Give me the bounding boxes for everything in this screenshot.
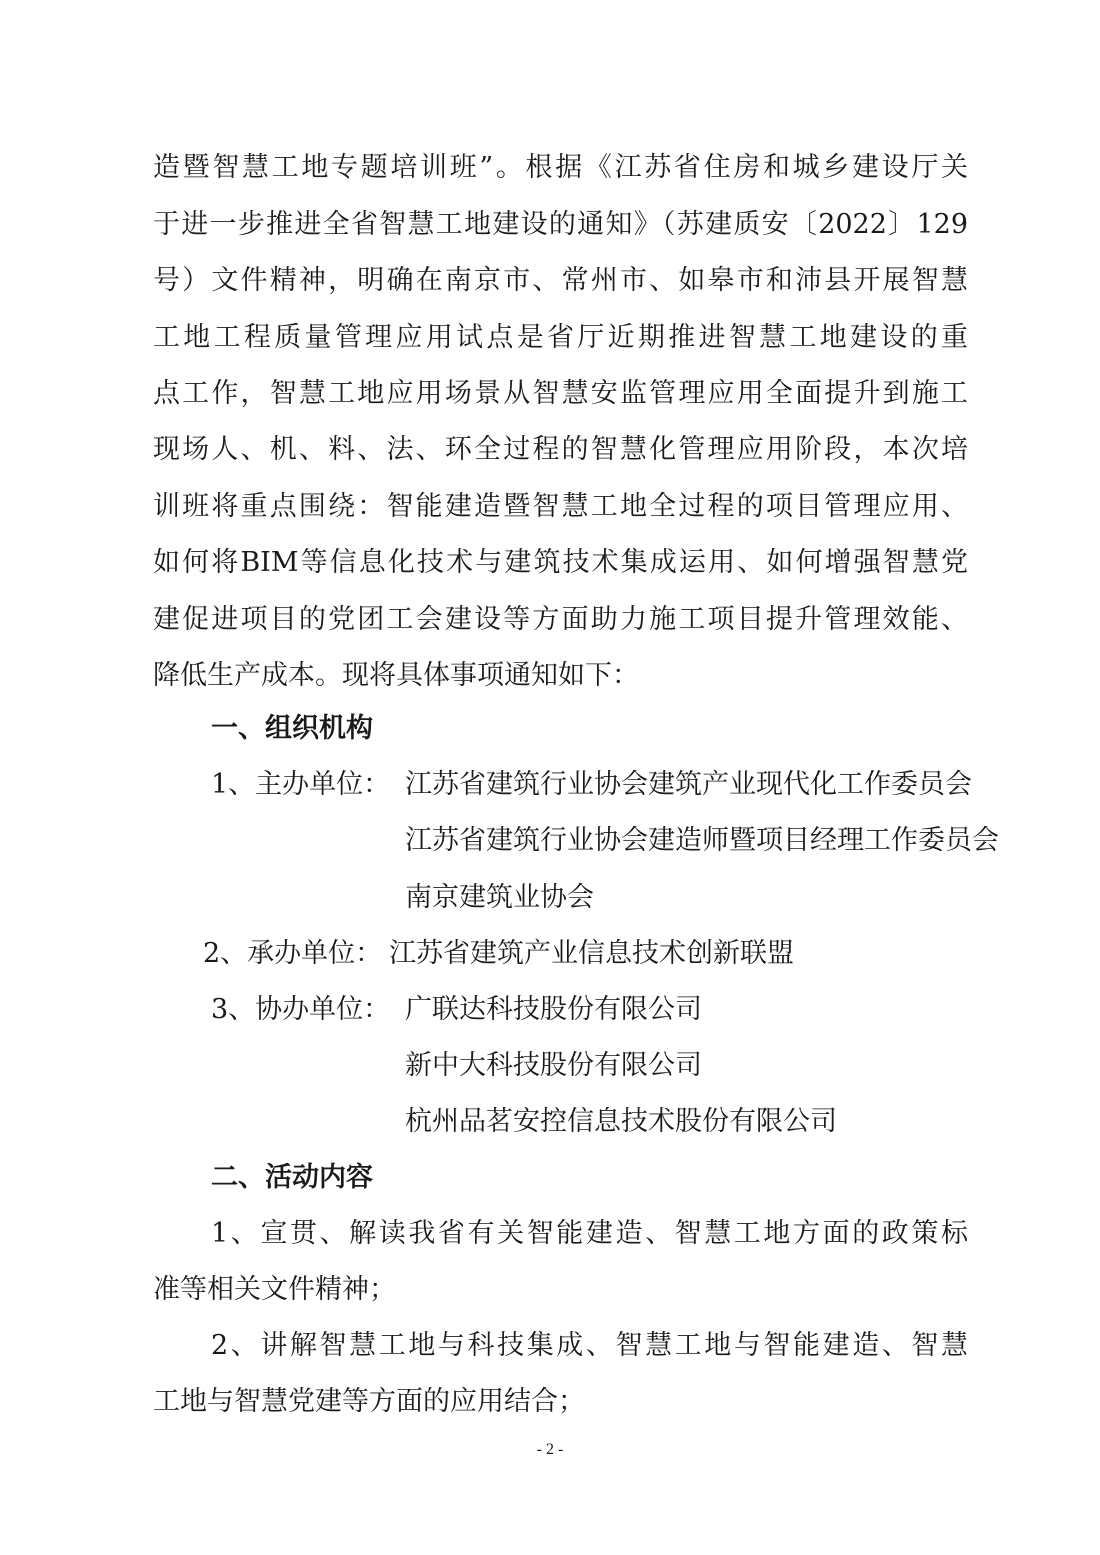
intro-line-1: 造暨智慧工地专题培训班”。根据《江苏省住房和城乡建设厅关 xyxy=(153,152,968,183)
activity-2-line-2: 工地与智慧党建等方面的应用结合； xyxy=(153,1386,585,1417)
co-organizer-3: 杭州品茗安控信息技术股份有限公司 xyxy=(405,1106,837,1137)
intro-line-6: 现场人、机、料、法、环全过程的智慧化管理应用阶段，本次培 xyxy=(153,434,968,465)
page-number: - 2 - xyxy=(536,1441,564,1458)
intro-line-8: 如何将BIM等信息化技术与建筑技术集成运用、如何增强智慧党 xyxy=(153,547,968,578)
intro-line-4: 工地工程质量管理应用试点是省厅近期推进智慧工地建设的重 xyxy=(153,322,968,353)
intro-line-7: 训班将重点围绕：智能建造暨智慧工地全过程的项目管理应用、 xyxy=(153,491,968,522)
organizer-2: 江苏省建筑行业协会建造师暨项目经理工作委员会 xyxy=(405,825,999,856)
intro-line-2: 于进一步推进全省智慧工地建设的通知》（苏建质安〔2022〕129 xyxy=(153,209,968,240)
host-label: 2、承办单位： xyxy=(203,938,383,969)
host-unit: 江苏省建筑产业信息技术创新联盟 xyxy=(389,938,794,969)
co-organizer-2: 新中大科技股份有限公司 xyxy=(405,1050,702,1081)
section-heading-activities: 二、活动内容 xyxy=(211,1162,373,1193)
intro-line-10: 降低生产成本。现将具体事项通知如下： xyxy=(153,660,639,691)
section-heading-organization: 一、组织机构 xyxy=(211,713,373,744)
organizer-label: 1、主办单位： xyxy=(211,769,391,800)
co-organizer-label: 3、协办单位： xyxy=(211,994,391,1025)
activity-1-line-1: 1、宣贯、解读我省有关智能建造、智慧工地方面的政策标 xyxy=(211,1218,968,1249)
intro-line-9: 建促进项目的党团工会建设等方面助力施工项目提升管理效能、 xyxy=(153,604,968,635)
activity-1-line-2: 准等相关文件精神； xyxy=(153,1274,396,1305)
intro-line-3: 号）文件精神，明确在南京市、常州市、如皋市和沛县开展智慧 xyxy=(153,265,968,296)
co-organizer-1: 广联达科技股份有限公司 xyxy=(405,994,702,1025)
activity-2-line-1: 2、讲解智慧工地与科技集成、智慧工地与智能建造、智慧 xyxy=(211,1330,968,1361)
intro-line-5: 点工作，智慧工地应用场景从智慧安监管理应用全面提升到施工 xyxy=(153,378,968,409)
organizer-1: 江苏省建筑行业协会建筑产业现代化工作委员会 xyxy=(405,769,972,800)
organizer-3: 南京建筑业协会 xyxy=(405,882,594,913)
